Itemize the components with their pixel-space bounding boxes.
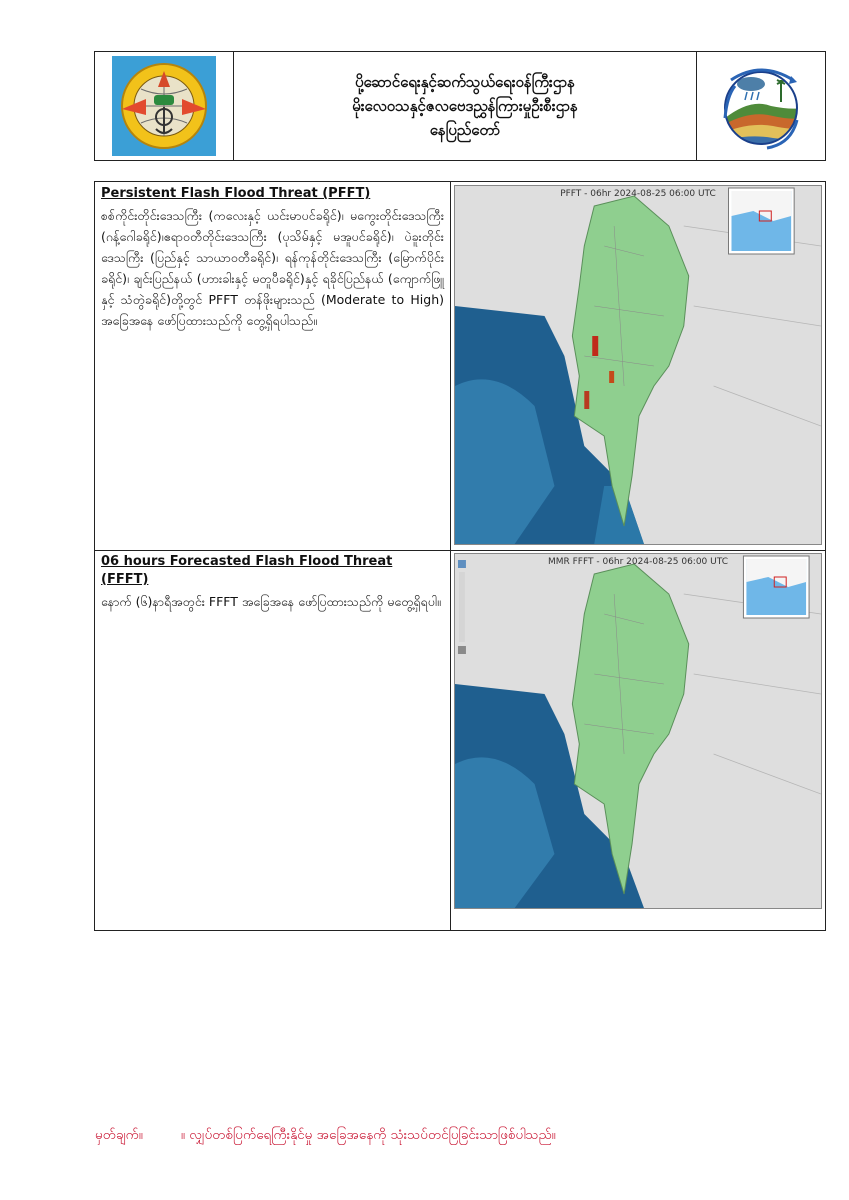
ministry-logo-cell bbox=[95, 52, 234, 160]
footer-text: ။ လျှပ်တစ်ပြက်ရေကြီးနိုင်မှု အခြေအနေကို သုံးသပ်တင်ပြခြင်းသာဖြစ်ပါသည်။ bbox=[180, 1127, 556, 1143]
pfft-map-cell bbox=[451, 182, 825, 550]
footer-note bbox=[95, 1126, 594, 1146]
dmh-logo-cell bbox=[696, 52, 825, 160]
location-name: နေပြည်တော် bbox=[429, 121, 501, 139]
ministry-logo bbox=[112, 56, 216, 156]
ffft-text-cell bbox=[95, 550, 451, 930]
pfft-text-cell bbox=[95, 182, 451, 550]
pfft-map bbox=[454, 185, 822, 545]
pfft-map-graphic bbox=[455, 186, 821, 544]
document-header bbox=[94, 51, 826, 161]
ffft-description: နောက် (၆)နာရီအတွင်း FFFT အခြေအနေ ဖော်ပြထားသည်ကို မတွေ့ရှိရပါ။ bbox=[101, 594, 441, 609]
ffft-row bbox=[95, 550, 825, 930]
ministry-name: ပို့ဆောင်ရေးနှင့်ဆက်သွယ်ရေးဝန်ကြီးဌာန bbox=[355, 73, 575, 91]
ffft-map-cell bbox=[451, 550, 825, 930]
content-table bbox=[94, 181, 826, 931]
ffft-map-title: MMR FFFT - 06hr 2024-08-25 06:00 UTC bbox=[547, 557, 728, 567]
ffft-map bbox=[454, 553, 822, 909]
pfft-row bbox=[95, 182, 825, 551]
header-title bbox=[234, 52, 696, 160]
pfft-heading: Persistent Flash Flood Threat (PFFT) bbox=[101, 186, 371, 201]
dmh-logo bbox=[711, 58, 811, 154]
department-name: မိုးလေဝသနှင့်ဇလဗေဒညွှန်ကြားမှုဦးစီးဌာန bbox=[352, 97, 578, 115]
pfft-map-title: PFFT - 06hr 2024-08-25 06:00 UTC bbox=[560, 189, 716, 199]
ffft-heading: 06 hours Forecasted Flash Flood Threat (FFFT) bbox=[101, 554, 393, 587]
pfft-description: စစ်ကိုင်းတိုင်းဒေသကြီး (ကလေးနှင့် ယင်းမာပင်ခရိုင်)၊ မကွေးတိုင်းဒေသကြီး (ဂန့်ဂေါခရိုင်)၊ဧရာဝတီတိုင်းဒေသကြီး (ပုသိမ်နှင့် မအူပင်ခရိုင်)၊ ပဲခူးတိုင်းဒေသကြီး (ပြည်နှင့် သာယာဝတီခရိုင်)၊ ရန်ကုန်တိုင်းဒေသကြီး (မြောက်ပိုင်းခရိုင်)၊ ချင်းပြည်နယ် (ဟားခါးနှင့် မတူပီခရိုင်)နှင့် ရခိုင်ပြည်နယ် (ကျောက်ဖြူနှင့် သံတွဲခရိုင်)တို့တွင် PFFT တန်ဖိုးများသည် (Moderate to High) အခြေအနေ ဖော်ပြထားသည်ကို တွေ့ရှိရပါသည်။ bbox=[101, 208, 444, 328]
ffft-map-graphic bbox=[455, 554, 821, 908]
footer-label: မှတ်ချက်။ bbox=[95, 1127, 143, 1143]
